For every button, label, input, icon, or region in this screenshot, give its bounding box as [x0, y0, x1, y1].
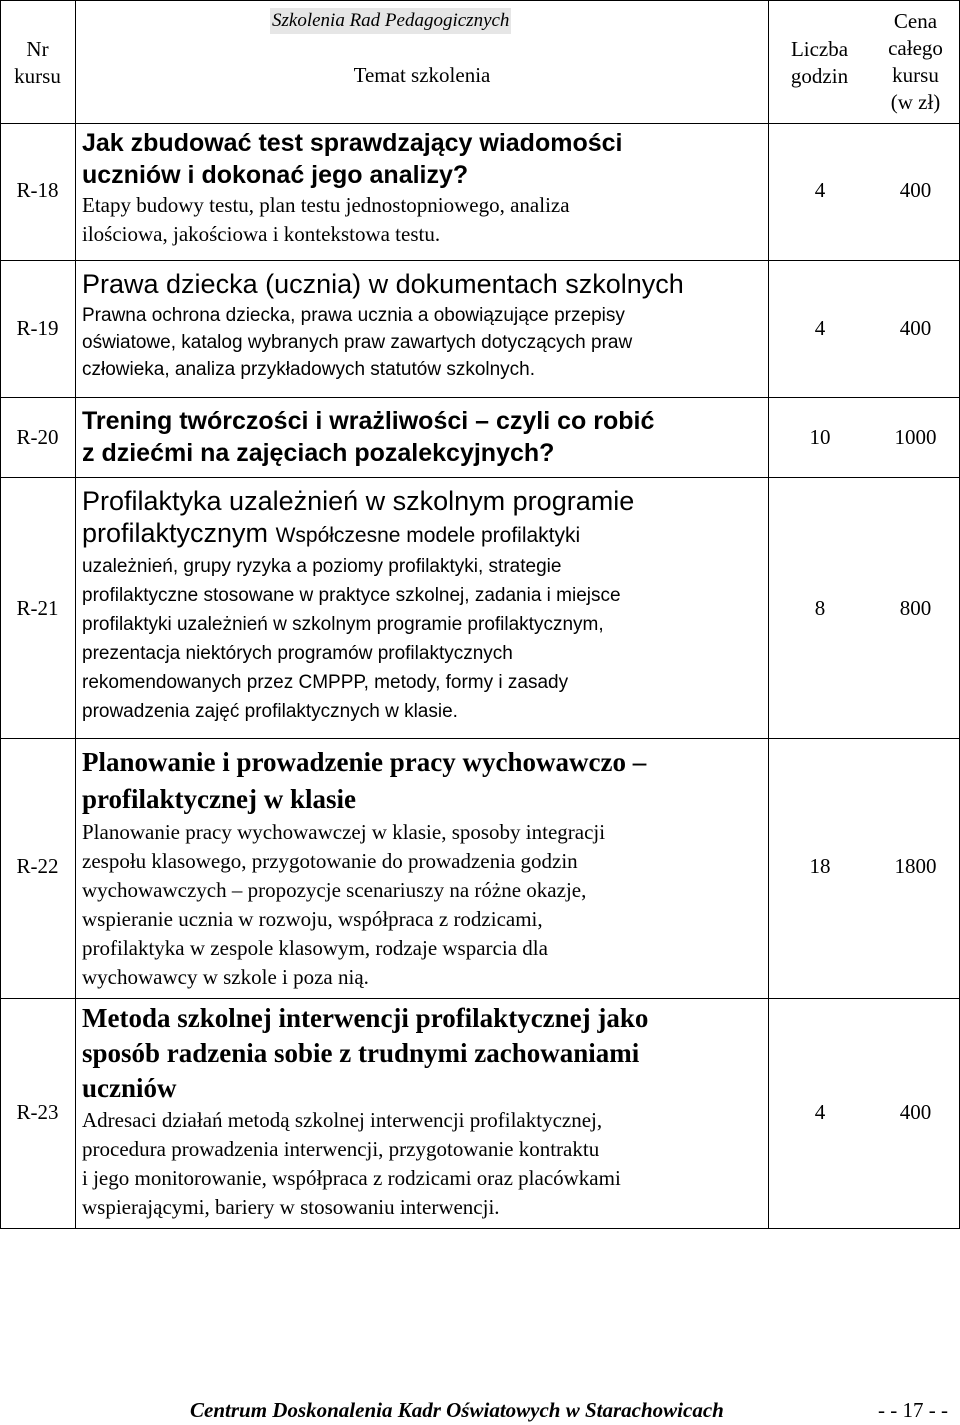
- course-description-line: zespołu klasowego, przygotowanie do prowadzenia godzin: [82, 849, 578, 873]
- course-description-line: profilaktyki uzależnień w szkolnym programie profilaktycznym,: [82, 614, 604, 635]
- course-topic-cell: [82, 1001, 767, 1222]
- course-title-line: Metoda szkolnej interwencji profilaktycznej jako: [82, 1003, 649, 1033]
- row-divider: [0, 738, 960, 739]
- course-price: 400: [899, 1100, 932, 1124]
- course-topic-cell: [82, 268, 767, 383]
- course-code: R-19: [16, 316, 59, 340]
- column-header-course-number: [0, 36, 75, 90]
- column-header-price: [871, 8, 960, 116]
- course-description-line: wychowawcy w szkole i poza nią.: [82, 965, 369, 989]
- course-hours: 18: [809, 854, 831, 878]
- header-label: Cena: [893, 9, 938, 33]
- course-price: 1800: [894, 854, 937, 878]
- course-hours: 10: [809, 425, 831, 449]
- course-hours: 4: [814, 316, 826, 340]
- course-code: R-20: [16, 425, 59, 449]
- course-title-line: sposób radzenia sobie z trudnymi zachowaniami: [82, 1038, 640, 1068]
- header-label: (w zł): [890, 90, 941, 114]
- course-title: [82, 1001, 767, 1106]
- course-description: [82, 191, 767, 249]
- course-code: R-21: [16, 596, 59, 620]
- course-description-inline: Współczesne modele profilaktyki: [275, 524, 581, 547]
- course-description: [82, 818, 767, 992]
- course-title: Prawa dziecka (ucznia) w dokumentach szkolnych: [82, 269, 684, 299]
- header-label: kursu: [892, 63, 939, 87]
- table-border-bottom: [0, 1228, 960, 1229]
- header-label: Liczba: [790, 37, 849, 61]
- course-description-line: człowieka, analiza przykładowych statutów szkolnych.: [82, 359, 536, 380]
- course-topic-cell: [82, 744, 767, 992]
- course-code: R-22: [16, 854, 59, 878]
- course-description-line: profilaktyczne stosowane w praktyce szkolnej, zadania i miejsce: [82, 585, 621, 606]
- row-divider: [0, 477, 960, 478]
- course-topic-cell: [82, 127, 767, 249]
- header-label: Nr: [26, 37, 49, 61]
- column-divider: [768, 0, 769, 1229]
- course-title-line: z dziećmi na zajęciach pozalekcyjnych?: [82, 439, 555, 467]
- header-label: kursu: [14, 64, 61, 88]
- course-description-line: ilościowa, jakościowa i kontekstowa testu.: [82, 222, 441, 246]
- column-divider: [75, 0, 76, 1229]
- course-title-line: Trening twórczości i wrażliwości – czyli co robić: [82, 407, 655, 435]
- course-title-line: Jak zbudować test sprawdzający wiadomości: [82, 129, 623, 157]
- course-title-line: uczniów i dokonać jego analizy?: [82, 161, 469, 189]
- course-price: 400: [899, 316, 932, 340]
- course-description-line: Adresaci działań metodą szkolnej interwencji profilaktycznej,: [82, 1108, 603, 1132]
- course-description: [82, 302, 767, 383]
- page-number: - - 17 - -: [878, 1398, 948, 1422]
- course-description-line: prowadzenia zajęć profilaktycznych w klasie.: [82, 701, 458, 722]
- course-description-line: Planowanie pracy wychowawczej w klasie, sposoby integracji: [82, 820, 606, 844]
- header-label: całego: [888, 36, 943, 60]
- course-topic-cell: [82, 405, 767, 469]
- course-title: [82, 405, 767, 469]
- table-border-top: [0, 0, 960, 1]
- course-title-line: profilaktycznej w klasie: [82, 784, 356, 814]
- course-description: [82, 552, 767, 726]
- row-divider: [0, 998, 960, 999]
- course-description-line: wspieranie ucznia w rozwoju, współpraca z rodzicami,: [82, 907, 543, 931]
- course-price: 800: [899, 596, 932, 620]
- course-title: [82, 485, 767, 552]
- course-code: R-23: [16, 1100, 59, 1124]
- course-title-line: Profilaktyka uzależnień w szkolnym programie: [82, 486, 635, 516]
- course-description-line: wspierającymi, bariery w stosowaniu interwencji.: [82, 1195, 500, 1219]
- column-header-topic: Temat szkolenia: [353, 63, 491, 87]
- course-description-line: oświatowe, katalog wybranych praw zawartych dotyczących praw: [82, 332, 633, 353]
- course-title-line: profilaktycznym: [82, 518, 269, 548]
- course-description-line: profilaktyka w zespole klasowym, rodzaje wsparcia dla: [82, 936, 548, 960]
- course-description: [82, 1106, 767, 1222]
- course-description-line: wychowawczych – propozycje scenariuszy na różne okazje,: [82, 878, 587, 902]
- course-description-line: procedura prowadzenia interwencji, przygotowanie kontraktu: [82, 1137, 600, 1161]
- course-code: R-18: [16, 178, 59, 202]
- course-description-line: i jego monitorowanie, współpraca z rodzicami oraz placówkami: [82, 1166, 621, 1190]
- course-description-line: uzależnień, grupy ryzyka a poziomy profilaktyki, strategie: [82, 556, 562, 577]
- course-description-line: rekomendowanych przez CMPPP, metody, formy i zasady: [82, 672, 569, 693]
- course-title: [82, 127, 767, 191]
- row-divider: [0, 397, 960, 398]
- course-description-line: Prawna ochrona dziecka, prawa ucznia a obowiązujące przepisy: [82, 305, 625, 326]
- course-title-line: uczniów: [82, 1073, 177, 1103]
- header-label: godzin: [790, 64, 849, 88]
- course-title-line: Planowanie i prowadzenie pracy wychowawczo –: [82, 747, 647, 777]
- course-hours: 8: [814, 596, 826, 620]
- page-footer: Centrum Doskonalenia Kadr Oświatowych w Starachowicach: [190, 1398, 724, 1422]
- course-topic-cell: [82, 485, 767, 726]
- course-description-line: Etapy budowy testu, plan testu jednostopniowego, analiza: [82, 193, 570, 217]
- series-title: Szkolenia Rad Pedagogicznych: [270, 8, 511, 34]
- course-title: [82, 744, 767, 818]
- row-divider: [0, 123, 960, 124]
- row-divider: [0, 260, 960, 261]
- course-price: 400: [899, 178, 932, 202]
- course-hours: 4: [814, 178, 826, 202]
- course-description-line: prezentacja niektórych programów profilaktycznych: [82, 643, 513, 664]
- course-hours: 4: [814, 1100, 826, 1124]
- course-price: 1000: [894, 425, 937, 449]
- column-header-hours: [769, 36, 870, 90]
